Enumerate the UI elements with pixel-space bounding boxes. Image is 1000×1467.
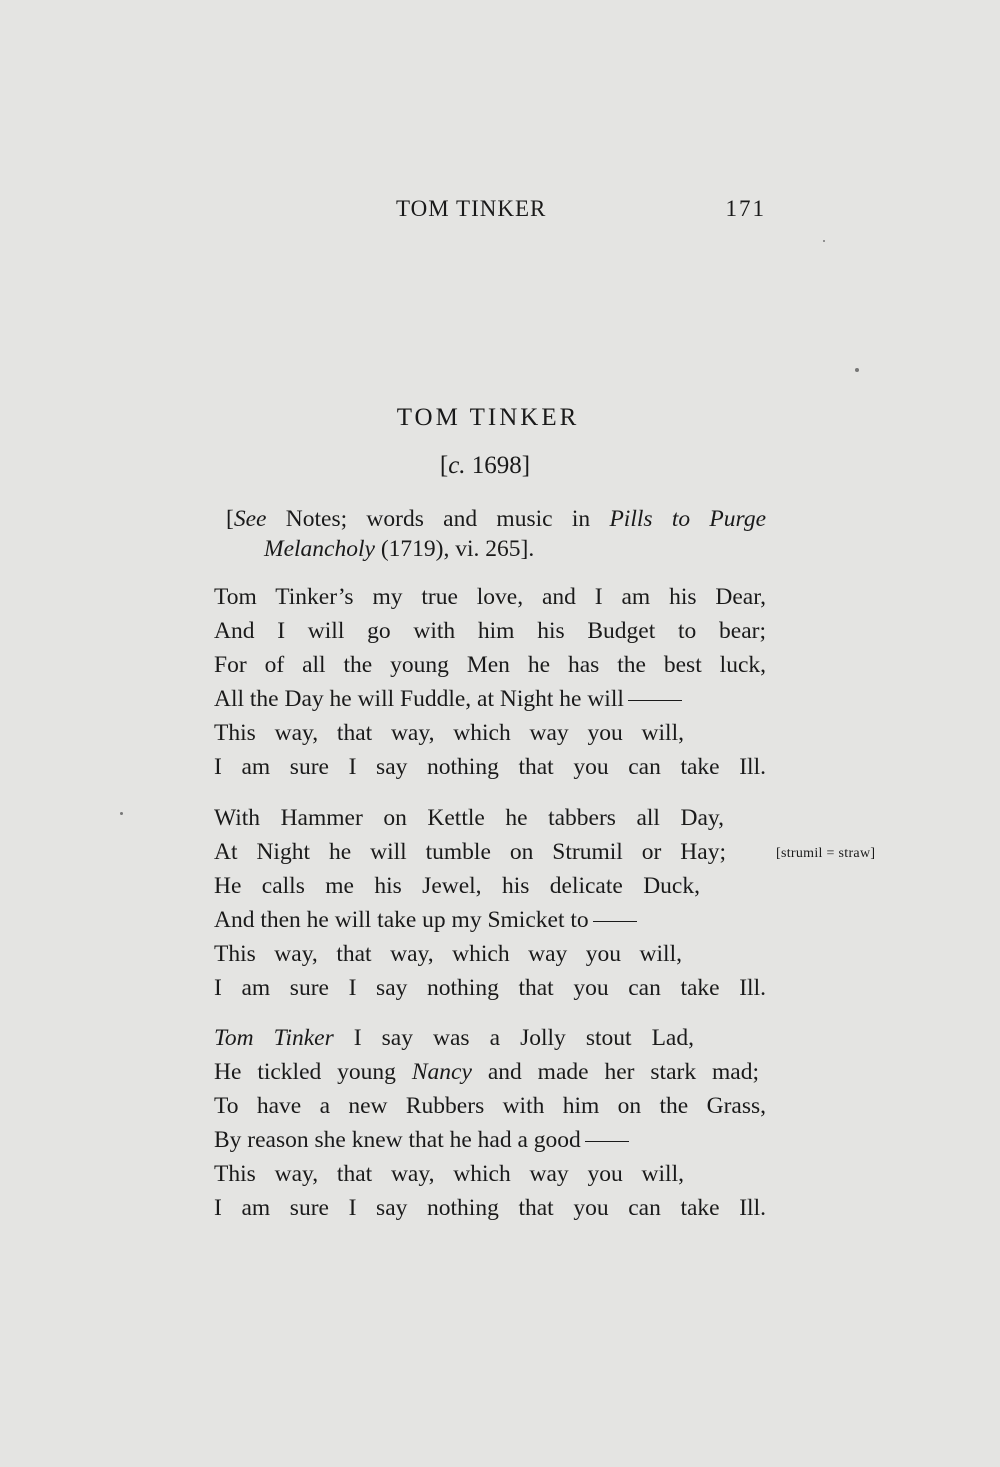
poem-date	[0, 452, 970, 480]
date-bracket: [	[439, 452, 449, 479]
verse-text: All the Day he will Fuddle, at Night he will	[214, 686, 624, 712]
verse-line: I am sure I say nothing that you can take Ill.	[214, 754, 766, 780]
date-year: 1698]	[465, 452, 531, 479]
verse-line: I am sure I say nothing that you can take Ill.	[214, 1195, 766, 1221]
running-head-title: TOM TINKER	[396, 196, 547, 221]
verse-text: I say was a Jolly stout Lad,	[333, 1025, 694, 1051]
verse-line: To have a new Rubbers with him on the Grass,	[214, 1093, 766, 1119]
verse-line: For of all the young Men he has the best luck,	[214, 652, 766, 678]
page-number: 171	[725, 196, 766, 221]
note-text-1: Notes; words and music in	[266, 506, 610, 532]
omission-dash	[593, 921, 637, 922]
omission-dash	[585, 1141, 629, 1142]
stanza-1	[214, 580, 766, 784]
verse-line: With Hammer on Kettle he tabbers all Day,	[214, 805, 724, 831]
note-open-bracket: [	[226, 506, 234, 532]
verse-text: He tickled young	[214, 1059, 412, 1085]
date-circa: c.	[448, 452, 466, 479]
name-tom-tinker: Tom Tinker	[214, 1025, 334, 1051]
verse-line	[214, 1021, 694, 1055]
editorial-note	[226, 504, 766, 564]
verse-line: This way, that way, which way you will,	[214, 1161, 684, 1187]
verse-line-with-dash	[214, 1123, 766, 1157]
verse-line: Tom Tinker’s my true love, and I am his Dear,	[214, 584, 766, 610]
paper-speck	[120, 812, 123, 815]
note-line-1	[226, 504, 766, 534]
note-source-a: Pills to Purge	[609, 506, 766, 532]
omission-dash	[628, 700, 682, 701]
verse-line: This way, that way, which way you will,	[214, 720, 684, 746]
note-source-b: Melancholy	[264, 536, 375, 562]
verse-line-with-dash	[214, 682, 766, 716]
margin-gloss: [strumil = straw]	[776, 846, 876, 861]
verse-text: And then he will take up my Smicket to	[214, 907, 589, 933]
note-text-2: (1719), vi. 265].	[374, 536, 535, 562]
verse-line: This way, that way, which way you will,	[214, 941, 682, 967]
paper-speck	[855, 368, 859, 372]
verse-text: and made her stark mad;	[471, 1059, 759, 1085]
verse-text: By reason she knew that he had a good	[214, 1127, 581, 1153]
verse-line: And I will go with him his Budget to bear;	[214, 618, 766, 644]
verse-line: I am sure I say nothing that you can take Ill.	[214, 975, 766, 1001]
poem-title: TOM TINKER	[396, 404, 580, 431]
note-see: See	[233, 506, 267, 532]
verse-line-with-dash	[214, 903, 766, 937]
stanza-2	[214, 801, 766, 1005]
verse-line	[214, 1055, 759, 1089]
verse-line: At Night he will tumble on Strumil or Hay;	[214, 839, 726, 865]
name-nancy: Nancy	[411, 1059, 472, 1085]
note-line-2	[226, 534, 766, 564]
verse-line: He calls me his Jewel, his delicate Duck,	[214, 873, 700, 899]
stanza-3	[214, 1021, 766, 1225]
paper-speck	[823, 240, 825, 242]
